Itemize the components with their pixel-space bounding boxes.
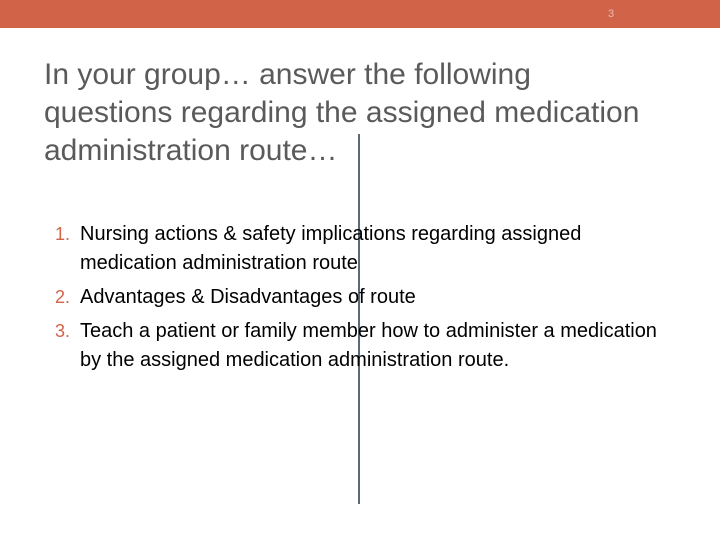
- list-item-number: 2.: [54, 287, 70, 307]
- slide-number: 3: [607, 8, 615, 20]
- top-accent-bar: [0, 0, 720, 28]
- slide-title: In your group… answer the following questions regarding the assigned medication administration route…: [44, 58, 640, 167]
- list-item: [8, 317, 668, 375]
- list-item-text: Nursing actions & safety implications regarding assigned medication administration route: [80, 223, 582, 274]
- list-item-number: 1.: [54, 224, 70, 244]
- question-list: [8, 220, 668, 380]
- list-item-text: Teach a patient or family member how to administer a medication by the assigned medication administration route.: [80, 320, 657, 371]
- list-item: [8, 283, 668, 312]
- list-item-number: 3.: [54, 321, 70, 341]
- list-item-text: Advantages & Disadvantages of route: [80, 286, 416, 308]
- list-item: [8, 220, 668, 278]
